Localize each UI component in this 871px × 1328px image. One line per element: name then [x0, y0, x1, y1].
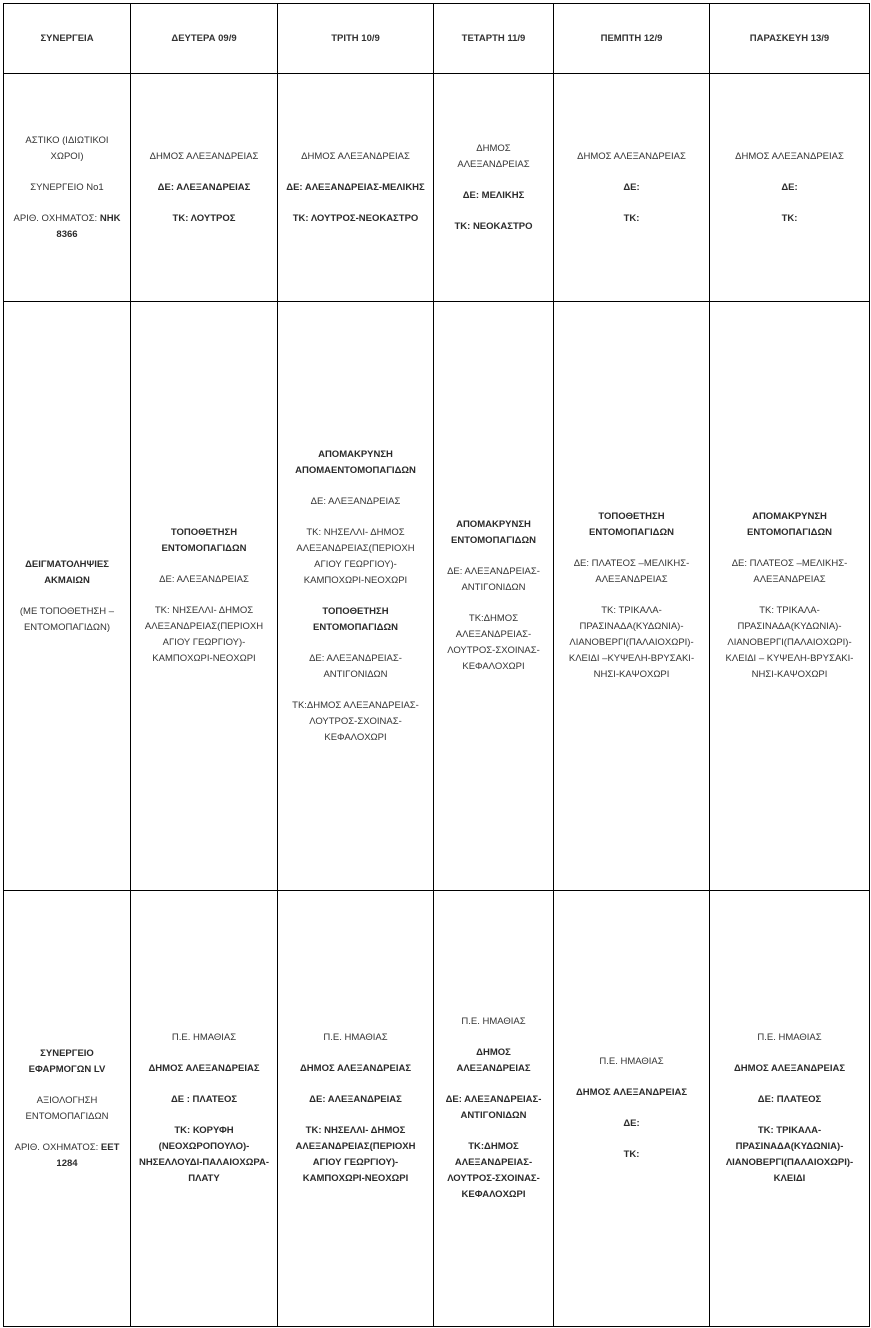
cell-line: ΤΚ: ΝΗΣΕΛΛΙ- ΔΗΜΟΣ ΑΛΕΞΑΝΔΡΕΙΑΣ(ΠΕΡΙΟΧΗ ΑΓΙΟΥ ΓΕΩΡΓΙΟΥ)-ΚΑΜΠΟΧΩΡΙ-ΝΕΟΧΩΡΙ: [144, 605, 264, 664]
cell-line: ΑΠΟΜΑΚΡΥΝΣΗ ΕΝΤΟΜΟΠΑΓΙΔΩΝ: [451, 519, 536, 546]
table-cell: [131, 302, 278, 891]
header-monday: ΔΕΥΤΕΡΑ 09/9: [131, 4, 278, 74]
cell-line: ΑΞΙΟΛΟΓΗΣΗ ΕΝΤΟΜΟΠΑΓΙΔΩΝ: [25, 1094, 109, 1122]
table-cell: [554, 74, 710, 302]
table-cell: [278, 74, 434, 302]
cell-line: ΔΗΜΟΣ ΑΛΕΞΑΝΔΡΕΙΑΣ: [301, 150, 410, 162]
cell-line: ΔΕ: ΠΛΑΤΕΟΣ –ΜΕΛΙΚΗΣ-ΑΛΕΞΑΝΔΡΕΙΑΣ: [573, 558, 690, 585]
cell-line: ΔΕ : ΠΛΑΤΕΟΣ: [170, 1094, 238, 1105]
table-cell: [554, 302, 710, 891]
cell-line: ΑΠΟΜΑΚΡΥΝΣΗ ΕΝΤΟΜΟΠΑΓΙΔΩΝ: [747, 511, 832, 538]
cell-line: ΔΗΜΟΣ ΑΛΕΞΑΝΔΡΕΙΑΣ: [457, 142, 530, 170]
cell-line: ΔΗΜΟΣ ΑΛΕΞΑΝΔΡΕΙΑΣ: [733, 1063, 846, 1074]
cell-line: ΤΟΠΟΘΕΤΗΣΗ ΕΝΤΟΜΟΠΑΓΙΔΩΝ: [161, 527, 247, 554]
cell-line: ΔΗΜΟΣ ΑΛΕΞΑΝΔΡΕΙΑΣ: [148, 1063, 260, 1074]
cell-line: ΤΚ: ΛΟΥΤΡΟΣ-ΝΕΟΚΑΣΤΡΟ: [292, 212, 419, 224]
cell-line: ΤΚ: ΤΡΙΚΑΛΑ-ΠΡΑΣΙΝΑΔΑ(ΚΥΔΩΝΙΑ)-ΛΙΑΝΟΒΕΡΓΙ(ΠΑΛΑΙΟΧΩΡΙ)-ΚΛΕΙΔΙ: [725, 1125, 854, 1184]
cell-line: ΔΗΜΟΣ ΑΛΕΞΑΝΔΡΕΙΑΣ: [575, 1087, 688, 1098]
cell-line: ΤΟΠΟΘΕΤΗΣΗ ΕΝΤΟΜΟΠΑΓΙΔΩΝ: [589, 511, 674, 538]
cell-line: ΤΚ:: [623, 212, 640, 224]
table-cell: [710, 891, 870, 1327]
cell-line: ΔΕ: ΠΛΑΤΕΟΣ: [757, 1094, 822, 1105]
header-friday: ΠΑΡΑΣΚΕΥΗ 13/9: [710, 4, 870, 74]
cell-line: ΔΗΜΟΣ ΑΛΕΞΑΝΔΡΕΙΑΣ: [299, 1063, 412, 1074]
cell-line: ΔΗΜΟΣ ΑΛΕΞΑΝΔΡΕΙΑΣ: [149, 150, 259, 162]
cell-line: ΣΥΝΕΡΓΕΙΟ ΕΦΑΡΜΟΓΩΝ LV: [28, 1047, 106, 1075]
cell-line: ΔΕ:: [781, 181, 798, 193]
header-thursday: ΠΕΜΠΤΗ 12/9: [554, 4, 710, 74]
cell-line: ΔΕ: ΑΛΕΞΑΝΔΡΕΙΑΣ: [310, 495, 401, 507]
cell-line: ΔΕ: ΑΛΕΞΑΝΔΡΕΙΑΣ-ΜΕΛΙΚΗΣ: [286, 181, 425, 193]
cell-line: ΤΚ: ΤΡΙΚΑΛΑ-ΠΡΑΣΙΝΑΔΑ(ΚΥΔΩΝΙΑ)-ΛΙΑΝΟΒΕΡΓΙ(ΠΑΛΑΙΟΧΩΡΙ)-ΚΛΕΙΔΙ –ΚΥΨΕΛΗ-ΒΡΥΣΑΚΙ-ΝΗΣΙ-ΚΑΨΟΧΩΡΙ: [568, 605, 695, 680]
cell-line: ΔΕ: ΜΕΛΙΚΗΣ: [462, 189, 525, 201]
cell-line: ΤΚ:ΔΗΜΟΣ ΑΛΕΞΑΝΔΡΕΙΑΣ-ΛΟΥΤΡΟΣ-ΣΧΟΙΝΑΣ-ΚΕΦΑΛΟΧΩΡΙ: [447, 1141, 540, 1200]
cell-line: ΑΣΤΙΚΟ (ΙΔΙΩΤΙΚΟΙ ΧΩΡΟΙ): [25, 134, 109, 162]
header-crews: ΣΥΝΕΡΓΕΙΑ: [4, 4, 131, 74]
cell-line: ΣΥΝΕΡΓΕΙΟ Νο1: [30, 181, 104, 193]
table-row: [4, 891, 870, 1327]
cell-line: Π.Ε. ΗΜΑΘΙΑΣ: [323, 1032, 388, 1043]
table-cell: [278, 302, 434, 891]
cell-line: ΤΚ: ΝΗΣΕΛΛΙ- ΔΗΜΟΣ ΑΛΕΞΑΝΔΡΕΙΑΣ(ΠΕΡΙΟΧΗ ΑΓΙΟΥ ΓΕΩΡΓΙΟΥ)-ΚΑΜΠΟΧΩΡΙ-ΝΕΟΧΩΡΙ: [295, 1125, 416, 1184]
header-wednesday: ΤΕΤΑΡΤΗ 11/9: [434, 4, 554, 74]
table-cell: [131, 891, 278, 1327]
cell-line: ΔΗΜΟΣ ΑΛΕΞΑΝΔΡΕΙΑΣ: [735, 150, 844, 162]
table-row: [4, 74, 870, 302]
cell-line: Π.Ε. ΗΜΑΘΙΑΣ: [599, 1056, 664, 1067]
cell-line: ΤΚ:: [623, 1149, 640, 1160]
header-tuesday: ΤΡΙΤΗ 10/9: [278, 4, 434, 74]
table-cell: [434, 891, 554, 1327]
cell-line: ΤΚ: ΛΟΥΤΡΟΣ: [172, 212, 236, 224]
table-cell: [278, 891, 434, 1327]
table-cell: [710, 302, 870, 891]
cell-line: ΤΚ: ΚΟΡΥΦΗ (ΝΕΟΧΩΡΟΠΟΥΛΟ)-ΝΗΣΕΛΛΟΥΔΙ-ΠΑΛΑΙΟΧΩΡΑ-ΠΛΑΤΥ: [139, 1125, 269, 1184]
cell-line: ΔΕ: ΑΛΕΞΑΝΔΡΕΙΑΣ-ΑΝΤΙΓΟΝΙΔΩΝ: [447, 566, 540, 593]
cell-line: ΔΕ: ΑΛΕΞΑΝΔΡΕΙΑΣ-ΑΝΤΙΓΟΝΙΔΩΝ: [309, 652, 402, 680]
cell-line: ΤΚ: ΝΕΟΚΑΣΤΡΟ: [454, 220, 533, 232]
cell-line: ΤΚ:ΔΗΜΟΣ ΑΛΕΞΑΝΔΡΕΙΑΣ-ΛΟΥΤΡΟΣ-ΣΧΟΙΝΑΣ-ΚΕΦΑΛΟΧΩΡΙ: [447, 613, 540, 672]
schedule-table: [3, 3, 870, 1327]
cell-line: ΑΡΙΘ. ΟΧΗΜΑΤΟΣ: ΝΗΚ 8366: [13, 212, 121, 240]
cell-line: ΤΚ: ΤΡΙΚΑΛΑ-ΠΡΑΣΙΝΑΔΑ(ΚΥΔΩΝΙΑ)-ΛΙΑΝΟΒΕΡΓΙ(ΠΑΛΑΙΟΧΩΡΙ)-ΚΛΕΙΔΙ – ΚΥΨΕΛΗ-ΒΡΥΣΑΚΙ-ΝΗΣΙ-ΚΑΨΟΧΩΡΙ: [725, 605, 854, 680]
cell-line: ΤΚ:: [781, 212, 798, 224]
cell-line: ΔΗΜΟΣ ΑΛΕΞΑΝΔΡΕΙΑΣ: [456, 1047, 531, 1074]
table-cell: [554, 891, 710, 1327]
table-cell: [4, 74, 131, 302]
cell-line: Π.Ε. ΗΜΑΘΙΑΣ: [171, 1032, 237, 1043]
cell-line: ΑΡΙΘ. ΟΧΗΜΑΤΟΣ: ΕΕΤ 1284: [14, 1141, 120, 1169]
cell-line: ΔΕ: ΠΛΑΤΕΟΣ –ΜΕΛΙΚΗΣ-ΑΛΕΞΑΝΔΡΕΙΑΣ: [731, 558, 848, 585]
cell-line: ΑΠΟΜΑΚΡΥΝΣΗ ΑΠΟΜΑΕΝΤΟΜΟΠΑΓΙΔΩΝ: [295, 448, 416, 476]
cell-line: ΔΕ:: [623, 1118, 640, 1129]
cell-line: ΔΕ: ΑΛΕΞΑΝΔΡΕΙΑΣ: [309, 1094, 402, 1105]
cell-line: ΔΕ: ΑΛΕΞΑΝΔΡΕΙΑΣ-ΑΝΤΙΓΟΝΙΔΩΝ: [445, 1094, 542, 1121]
cell-line: ΔΕ:: [623, 181, 640, 193]
table-cell: [4, 891, 131, 1327]
table-row: [4, 302, 870, 891]
table-cell: [710, 74, 870, 302]
cell-line: ΤΚ: ΝΗΣΕΛΛΙ- ΔΗΜΟΣ ΑΛΕΞΑΝΔΡΕΙΑΣ(ΠΕΡΙΟΧΗ ΑΓΙΟΥ ΓΕΩΡΓΙΟΥ)-ΚΑΜΠΟΧΩΡΙ-ΝΕΟΧΩΡΙ: [296, 526, 415, 586]
cell-line: Π.Ε. ΗΜΑΘΙΑΣ: [461, 1016, 526, 1027]
cell-line: ΔΕΙΓΜΑΤΟΛΗΨΙΕΣ ΑΚΜΑΙΩΝ: [25, 558, 109, 586]
cell-line: ΤΟΠΟΘΕΤΗΣΗ ΕΝΤΟΜΟΠΑΓΙΔΩΝ: [313, 605, 398, 633]
cell-line: ΔΕ: ΑΛΕΞΑΝΔΡΕΙΑΣ: [159, 574, 249, 585]
table-cell: [4, 302, 131, 891]
cell-line: Π.Ε. ΗΜΑΘΙΑΣ: [757, 1032, 822, 1043]
cell-line: ΔΕ: ΑΛΕΞΑΝΔΡΕΙΑΣ: [157, 181, 251, 193]
table-cell: [131, 74, 278, 302]
cell-line: (ΜΕ ΤΟΠΟΘΕΤΗΣΗ –ΕΝΤΟΜΟΠΑΓΙΔΩΝ): [19, 605, 115, 633]
header-row: [4, 4, 870, 74]
table-cell: [434, 302, 554, 891]
cell-line: ΤΚ:ΔΗΜΟΣ ΑΛΕΞΑΝΔΡΕΙΑΣ-ΛΟΥΤΡΟΣ-ΣΧΟΙΝΑΣ-ΚΕΦΑΛΟΧΩΡΙ: [292, 699, 419, 743]
table-cell: [434, 74, 554, 302]
cell-line: ΔΗΜΟΣ ΑΛΕΞΑΝΔΡΕΙΑΣ: [577, 150, 686, 162]
